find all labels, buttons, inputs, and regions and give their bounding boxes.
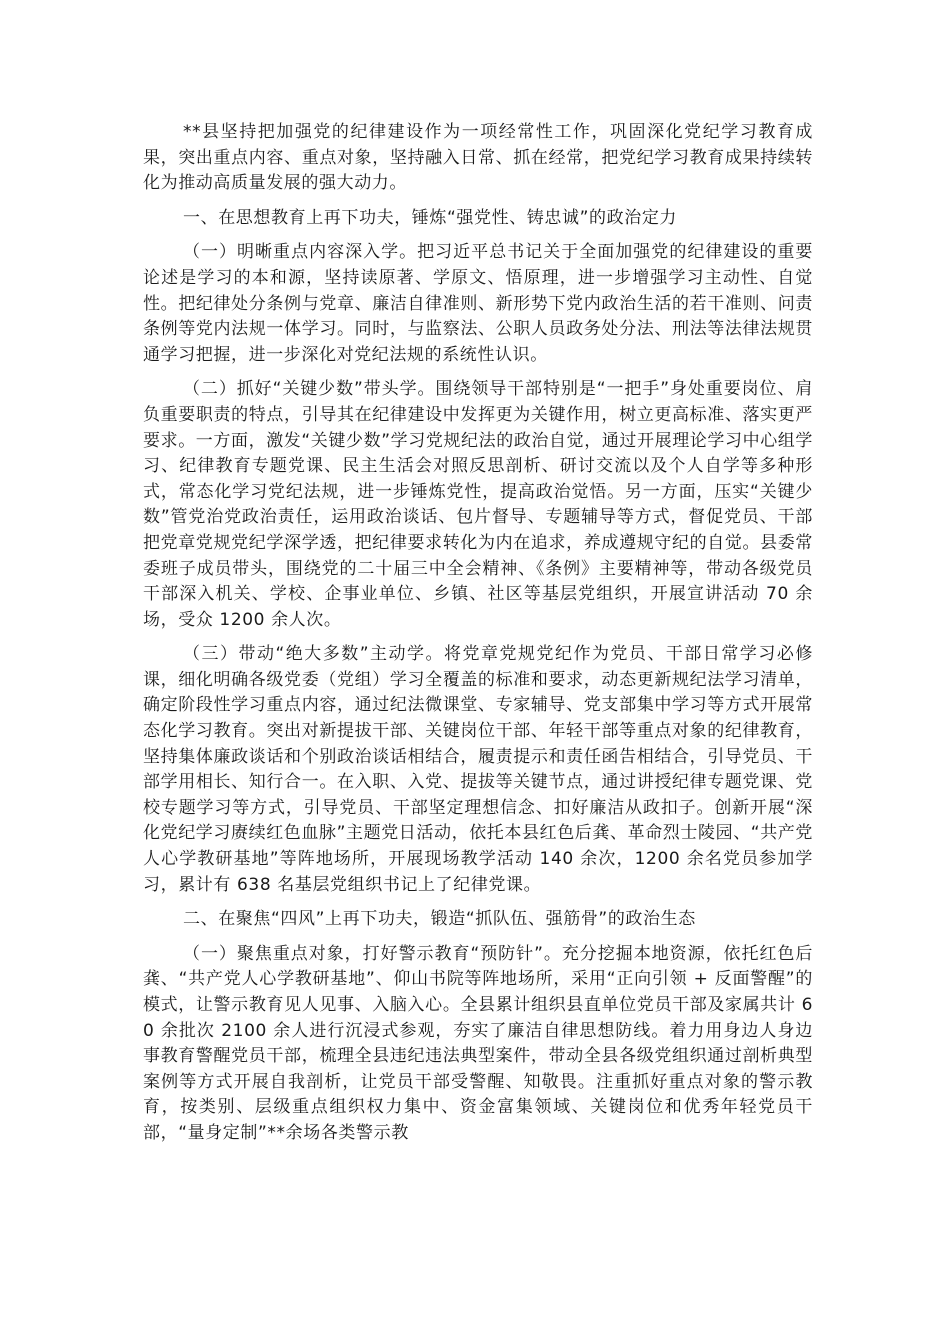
paragraph-1-2: （二）抓好“关键少数”带头学。围绕领导干部特别是“一把手”身处重要岗位、肩负重要职责的特点，引导其在纪律建设中发挥更为关键作用，树立更高标准、落实更严要求。一方面，激发“关键少数”学习党规纪法的政治自觉，通过开展理论学习中心组学习、纪律教育专题党课、民主生活会对照反思剖析、研讨交流以及个人自学等多种形式，常态化学习党纪法规，进一步锤炼党性，提高政治觉悟。另一方面，压实“关键少数”管党治党政治责任，运用政治谈话、包片督导、专题辅导等方式，督促党员、干部把党章党规党纪学深学透，把纪律要求转化为内在追求，养成遵规守纪的自觉。县委常委班子成员带头，围绕党的二十届三中全会精神、《条例》主要精神等，带动各级党员干部深入机关、学校、企事业单位、乡镇、社区等基层党组织，开展宣讲活动 70 余场，受众 1200 余人次。 [143,379,814,630]
section-heading-2: 二、在聚焦“四风”上再下功夫，锻造“抓队伍、强筋骨”的政治生态 [183,909,696,930]
paragraph-1-3: （三）带动“绝大多数”主动学。将党章党规党纪作为党员、干部日常学习必修课，细化明确各级党委（党组）学习全覆盖的标准和要求，动态更新规纪法学习清单，确定阶段性学习重点内容，通过纪法微课堂、专家辅导、党支部集中学习等方式开展常态化学习教育。突出对新提拔干部、关键岗位干部、年轻干部等重点对象的纪律教育，坚持集体廉政谈话和个别政治谈话相结合，履责提示和责任函告相结合，引导党员、干部学用相长、知行合一。在入职、入党、提拔等关键节点，通过讲授纪律专题党课、党校专题学习等方式，引导党员、干部坚定理想信念、扣好廉洁从政扣子。创新开展“深化党纪学习赓续红色血脉”主题党日活动，依托本县红色后龚、革命烈士陵园、“共产党人心学教研基地”等阵地场所，开展现场教学活动 140 余次，1200 余名党员参加学习，累计有 638 名基层党组织书记上了纪律党课。 [143,644,814,895]
paragraph-1-1: （一）明晰重点内容深入学。把习近平总书记关于全面加强党的纪律建设的重要论述是学习的本和源，坚持读原著、学原文、悟原理，进一步增强学习主动性、自觉性。把纪律处分条例与党章、廉洁自律准则、新形势下党内政治生活的若干准则、问责条例等党内法规一体学习。同时，与监察法、公职人员政务处分法、刑法等法律法规贯通学习把握，进一步深化对党纪法规的系统性认识。 [143,242,813,365]
intro-paragraph: **县坚持把加强党的纪律建设作为一项经常性工作，巩固深化党纪学习教育成果，突出重点内容、重点对象，坚持融入日常、抓在经常，把党纪学习教育成果持续转化为推动高质量发展的强大动力。 [143,122,813,194]
document-body [143,120,813,1156]
paragraph-2-1: （一）聚焦重点对象，打好警示教育“预防针”。充分挖掘本地资源，依托红色后龚、“共产党人心学教研基地”、仰山书院等阵地场所，采用“正向引领 + 反面警醒”的模式，让警示教育见人见事、入脑入心。全县累计组织县直单位党员干部及家属共计 60 余批次 2100 余人进行沉浸式参观，夯实了廉洁自律思想防线。着力用身边人身边事教育警醒党员干部，梳理全县违纪违法典型案件，带动全县各级党组织通过剖析典型案例等方式开展自我剖析，让党员干部受警醒、知敬畏。注重抓好重点对象的警示教育，按类别、层级重点组织权力集中、资金富集领域、关键岗位和优秀年轻党员干部，“量身定制”**余场各类警示教 [143,943,813,1143]
section-heading-1: 一、在思想教育上再下功夫，锤炼“强党性、铸忠诚”的政治定力 [183,207,678,228]
